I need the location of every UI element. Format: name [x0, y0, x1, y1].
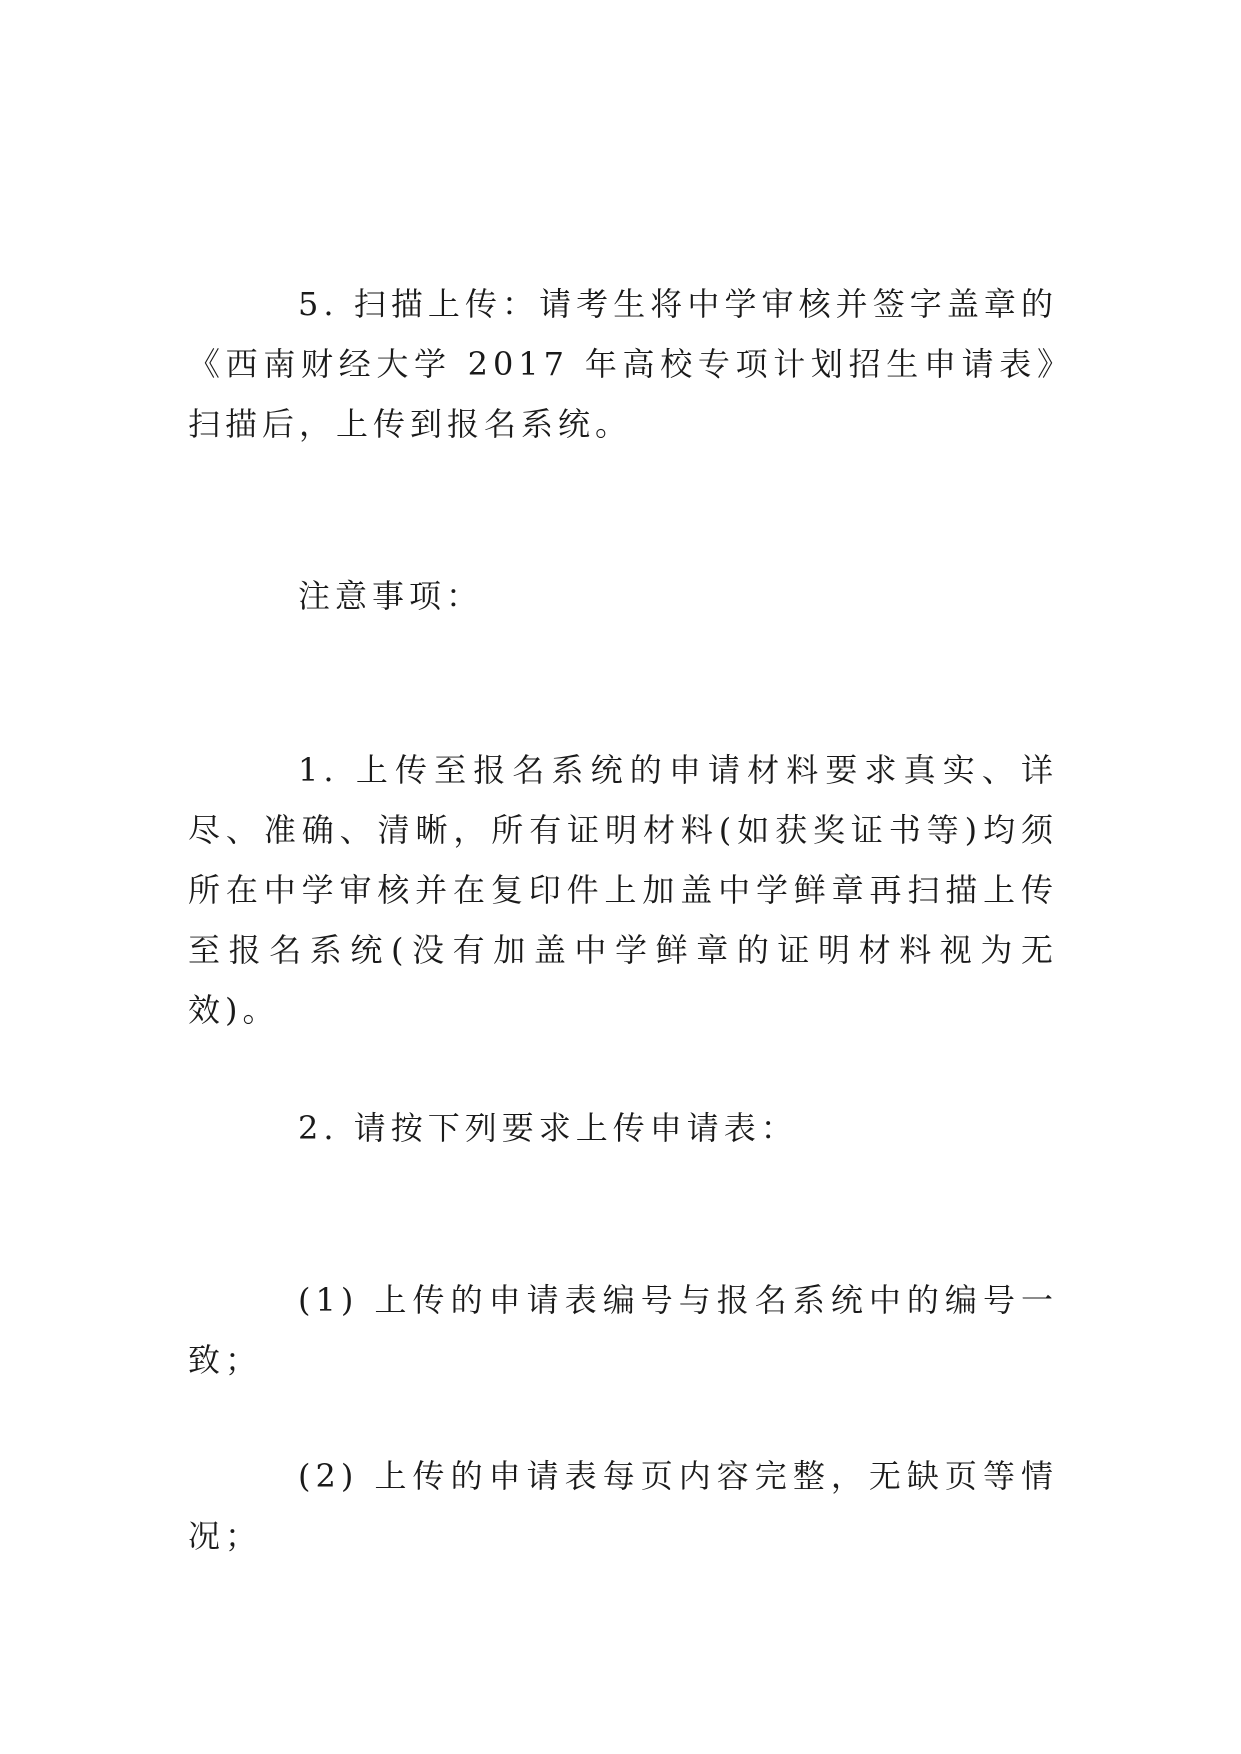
step-5-scan-upload: 5. 扫描上传：请考生将中学审核并签字盖章的《西南财经大学 2017 年高校专项计划招生申请表》扫描后，上传到报名系统。	[188, 285, 1058, 443]
note-2-upload-requirements: 2. 请按下列要求上传申请表：	[298, 1109, 798, 1147]
note-2-item-1: (1) 上传的申请表编号与报名系统中的编号一致；	[188, 1281, 1058, 1379]
note-2-item-2: (2) 上传的申请表每页内容完整，无缺页等情况；	[188, 1457, 1058, 1555]
note-1-materials: 1. 上传至报名系统的申请材料要求真实、详尽、准确、清晰，所有证明材料(如获奖证书等)均须所在中学审核并在复印件上加盖中学鲜章再扫描上传至报名系统(没有加盖中学鲜章的证明材料视为无效)。	[188, 751, 1058, 1029]
notes-heading: 注意事项：	[298, 577, 484, 615]
